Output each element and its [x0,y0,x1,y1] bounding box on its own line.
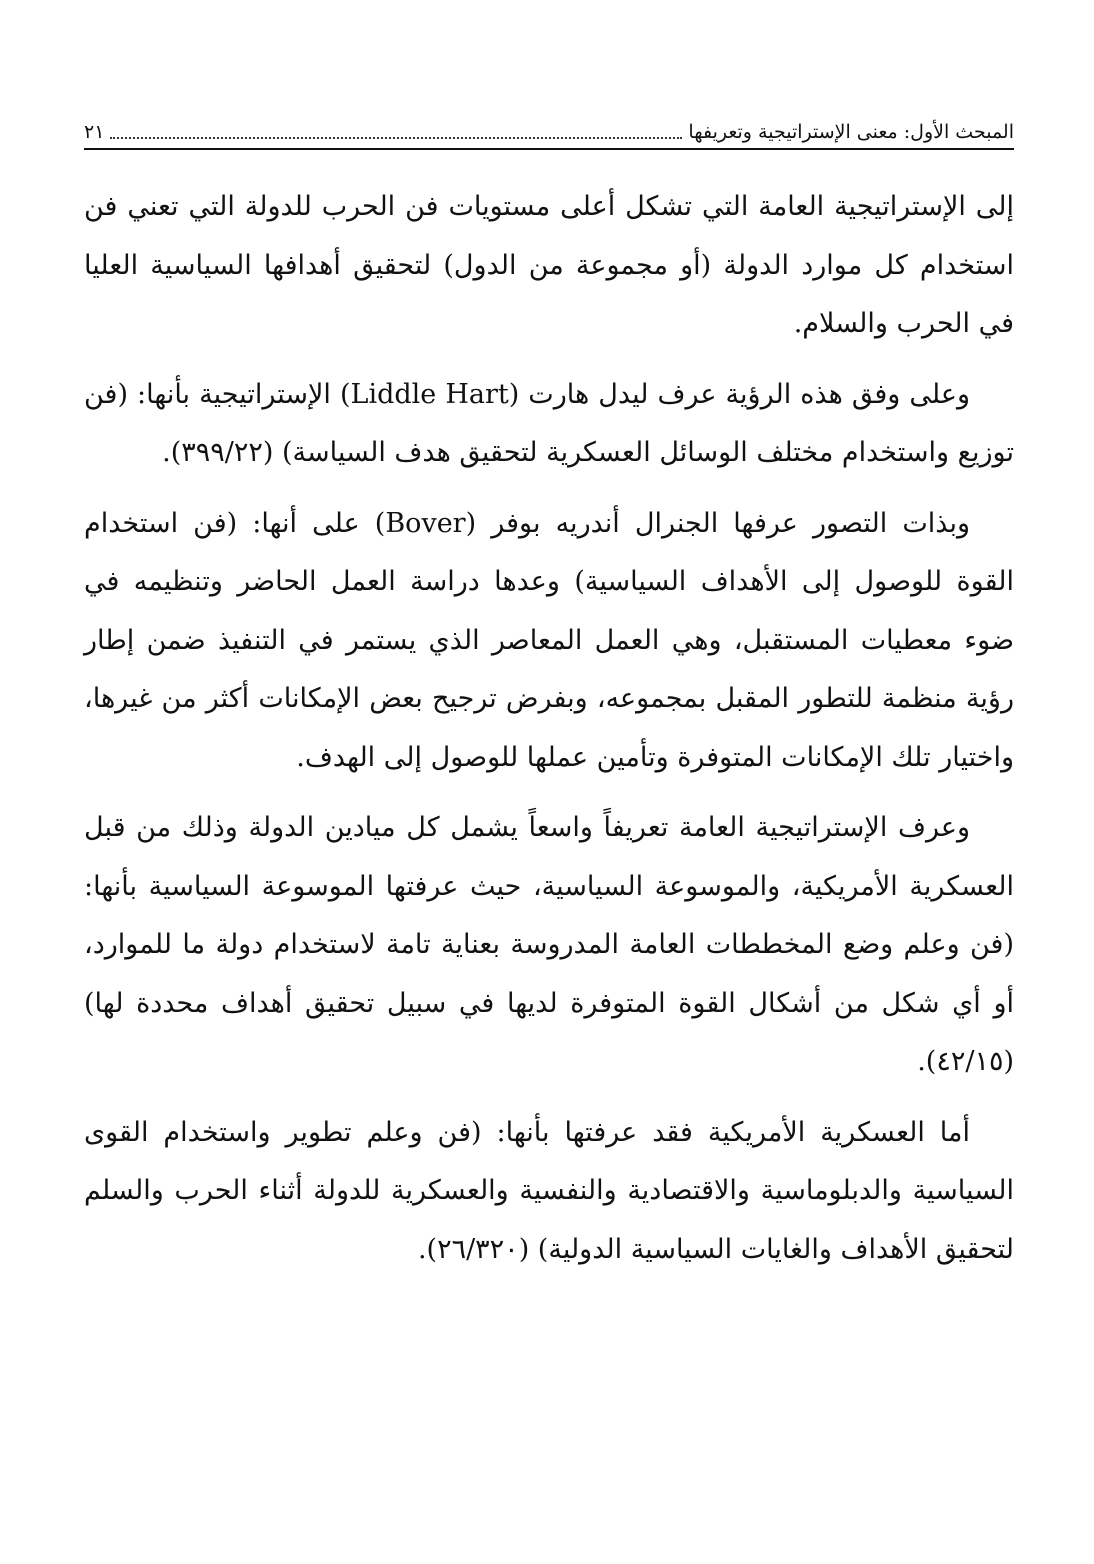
paragraph-1: إلى الإستراتيجية العامة التي تشكل أعلى مستويات فن الحرب للدولة التي تعني فن استخدام كل موارد الدولة (أو مجموعة من الدول) لتحقيق أهدافها السياسية العليا في الحرب والسلام. [84,191,1014,339]
running-header [84,112,1014,150]
paragraph-3: وبذات التصور عرفها الجنرال أندريه بوفر (Bover) على أنها: (فن استخدام القوة للوصول إلى الأهداف السياسية) وعدها دراسة العمل الحاضر وتنظيمه في ضوء معطيات المستقبل، وهي العمل المعاصر الذي يستمر في التنفيذ ضمن إطار رؤية منظمة للتطور المقبل بمجموعه، وبفرض ترجيح بعض الإمكانات أكثر من غيرها، واختيار تلك الإمكانات المتوفرة وتأمين عملها للوصول إلى الهدف. [84,507,1014,773]
page-number: ٢١ [84,121,105,143]
body-text [84,178,1014,1279]
chapter-title: المبحث الأول: معنى الإستراتيجية وتعريفها [688,121,1014,143]
paragraph-2: وعلى وفق هذه الرؤية عرف ليدل هارت (Liddle Hart) الإستراتيجية بأنها: (فن توزيع واستخدام مختلف الوسائل العسكرية لتحقيق هدف السياسة) (٣٩٩/٢٢). [84,378,1014,468]
paragraph-5: أما العسكرية الأمريكية فقد عرفتها بأنها: (فن وعلم تطوير واستخدام القوى السياسية والدبلوماسية والاقتصادية والنفسية والعسكرية للدولة أثناء الحرب والسلم لتحقيق الأهداف والغايات السياسية الدولية) (٢٦/٣٢٠). [84,1116,1014,1265]
paragraph-4: وعرف الإستراتيجية العامة تعريفاً واسعاً يشمل كل ميادين الدولة وذلك من قبل العسكرية الأمريكية، والموسوعة السياسية، حيث عرفتها الموسوعة السياسية بأنها: (فن وعلم وضع المخططات العامة المدروسة بعناية تامة لاستخدام دولة ما للموارد، أو أي شكل من أشكال القوة المتوفرة لديها في سبيل تحقيق أهداف محددة لها) (٤٢/١٥). [84,812,1014,1077]
book-page [84,112,1014,1532]
dot-leader [110,137,682,139]
